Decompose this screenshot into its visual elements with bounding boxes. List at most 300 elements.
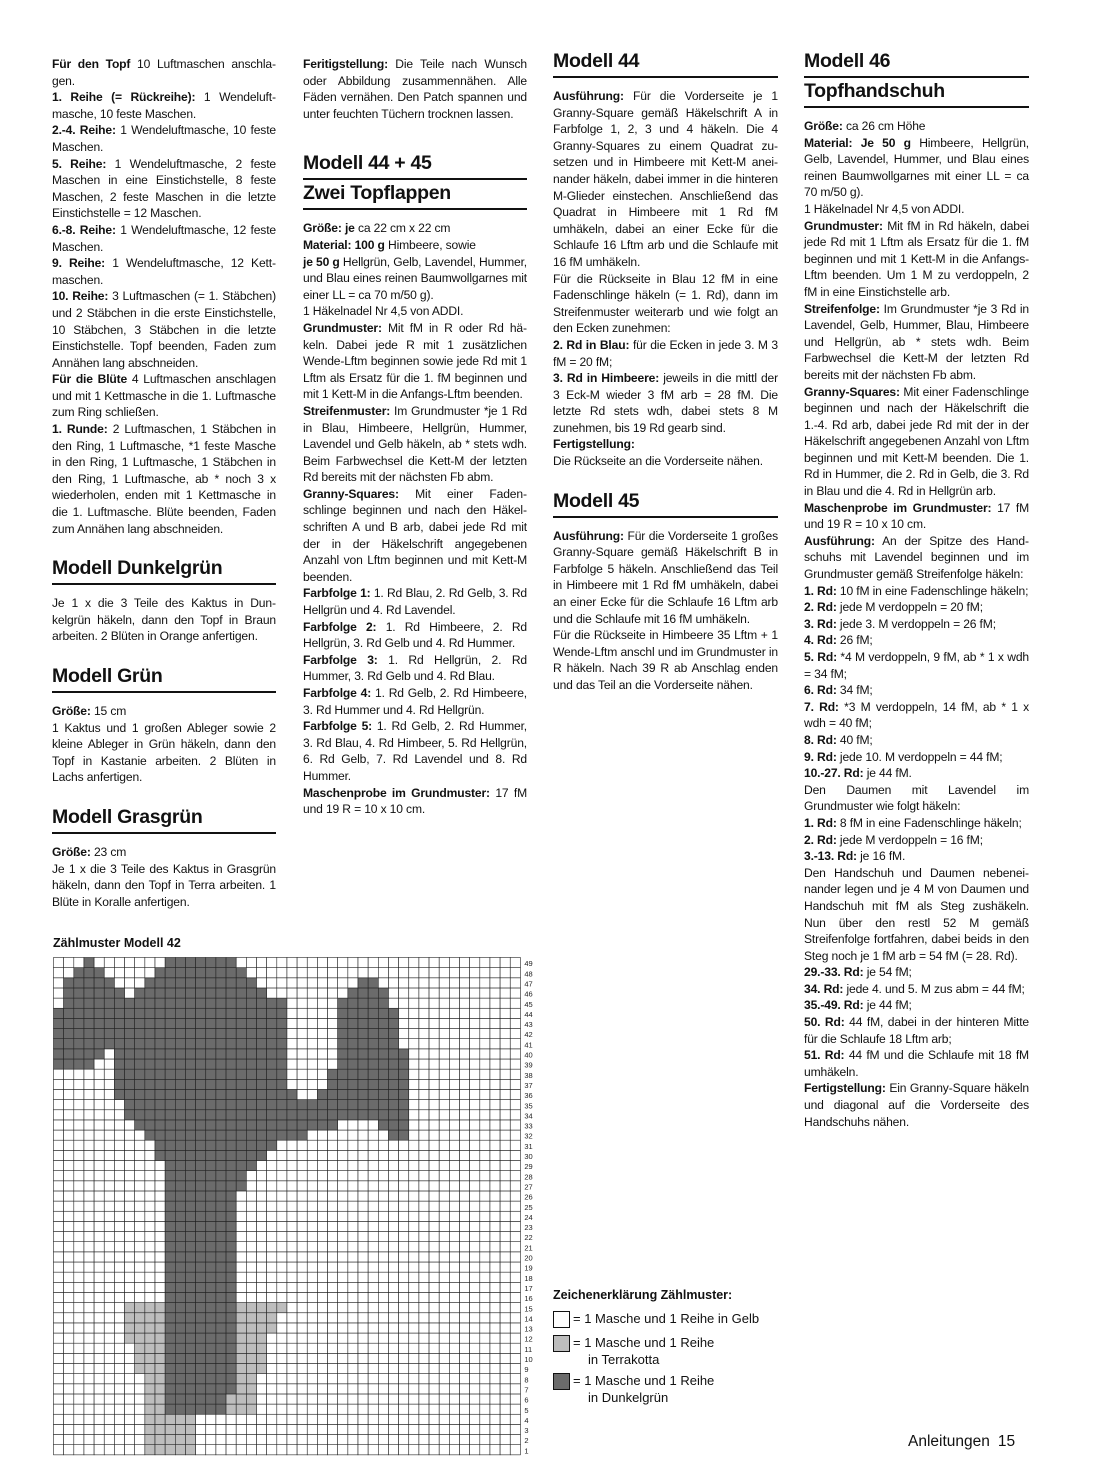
chart-cell-white [480,1232,490,1242]
chart-cell-dark [216,1079,226,1089]
chart-cell-dark [206,1201,216,1211]
chart-cell-white [399,1191,409,1201]
chart-cell-dark [114,988,124,998]
chart-cell-dark [338,1039,348,1049]
chart-cell-white [470,1069,480,1079]
chart-cell-white [54,1333,64,1343]
chart-cell-white [317,1303,327,1313]
chart-cell-white [257,1394,267,1404]
chart-cell-dark [175,1039,185,1049]
chart-cell-white [104,1191,114,1201]
chart-cell-white [216,1414,226,1424]
chart-cell-white [317,1232,327,1242]
chart-cell-white [125,1161,135,1171]
chart-cell-white [409,1100,419,1110]
chart-cell-dark [206,1059,216,1069]
chart-cell-white [378,1292,388,1302]
chart-cell-dark [145,1120,155,1130]
paragraph-text: Ein Granny-Square häkeln und diagonal auf die Vorderseite des Handschuhs nähen. [804,1081,1029,1129]
chart-cell-white [439,1323,449,1333]
chart-cell-white [114,958,124,968]
bold-label: 9. Reihe: [52,256,106,271]
chart-cell-white [460,1161,470,1171]
chart-cell-white [419,1394,429,1404]
row-number: 24 [524,1212,533,1222]
chart-cell-dark [165,1079,175,1089]
chart-cell-white [470,1404,480,1414]
row-number: 36 [524,1091,533,1101]
chart-cell-dark [114,1049,124,1059]
chart-cell-dark [399,1110,409,1120]
row-number: 37 [524,1080,533,1090]
chart-cell-white [267,978,277,988]
paragraph [804,832,1029,849]
chart-cell-white [419,1161,429,1171]
chart-cell-white [419,1221,429,1231]
chart-cell-white [338,1424,348,1434]
chart-cell-white [74,1292,84,1302]
chart-cell-terra [155,1333,165,1343]
chart-cell-white [500,988,510,998]
chart-cell-dark [175,1150,185,1160]
chart-cell-white [297,1435,307,1445]
paragraph [52,371,276,421]
paragraph [52,122,276,155]
chart-cell-dark [185,1262,195,1272]
chart-cell-dark [185,968,195,978]
chart-cell-white [94,1069,104,1079]
chart-cell-white [307,1435,317,1445]
chart-cell-white [429,1059,439,1069]
bold-label: Streifenfolge: [804,301,880,316]
chart-cell-terra [165,1435,175,1445]
chart-cell-white [287,1445,297,1455]
chart-cell-white [54,1374,64,1384]
paragraph [553,271,778,337]
chart-cell-white [54,1272,64,1282]
chart-cell-white [114,1120,124,1130]
chart-cell-white [236,1262,246,1272]
chart-cell-white [135,1435,145,1445]
chart-cell-white [449,1364,459,1374]
chart-cell-white [500,1232,510,1242]
paragraph-text: 1 Wendeluftmasche, 12 Kettmaschen. [52,256,276,287]
chart-cell-dark [196,1059,206,1069]
chart-cell-dark [64,998,74,1008]
chart-cell-dark [257,1029,267,1039]
chart-cell-white [419,1059,429,1069]
chart-cell-white [338,1211,348,1221]
chart-cell-white [236,1424,246,1434]
chart-cell-dark [175,1353,185,1363]
chart-cell-white [94,1435,104,1445]
chart-cell-white [297,1181,307,1191]
chart-cell-white [297,1364,307,1374]
chart-cell-white [460,1191,470,1201]
chart-cell-white [388,1374,398,1384]
chart-cell-terra [165,1445,175,1455]
chart-cell-white [510,1384,520,1394]
chart-cell-white [460,1424,470,1434]
chart-cell-dark [165,1201,175,1211]
chart-cell-white [84,1445,94,1455]
chart-cell-white [338,1282,348,1292]
chart-cell-white [114,1445,124,1455]
chart-cell-white [348,1353,358,1363]
chart-cell-dark [358,1008,368,1018]
chart-cell-white [480,1008,490,1018]
chart-cell-white [409,958,419,968]
chart-cell-dark [226,1353,236,1363]
chart-cell-white [54,1384,64,1394]
chart-cell-white [74,1140,84,1150]
chart-cell-white [470,1120,480,1130]
chart-cell-white [480,1262,490,1272]
chart-cell-white [114,1282,124,1292]
chart-cell-white [419,1242,429,1252]
chart-cell-white [236,1191,246,1201]
chart-cell-dark [175,998,185,1008]
chart-cell-white [287,1435,297,1445]
chart-cell-dark [175,1384,185,1394]
chart-cell-white [510,1374,520,1384]
chart-cell-white [399,1039,409,1049]
chart-cell-terra [226,1404,236,1414]
chart-cell-dark [185,1089,195,1099]
bold-label: Fertigstellung: [553,437,635,452]
chart-cell-white [246,1424,256,1434]
chart-cell-white [135,1262,145,1272]
chart-cell-white [246,1191,256,1201]
chart-cell-dark [165,958,175,968]
chart-cell-white [409,1029,419,1039]
chart-cell-dark [64,1008,74,1018]
chart-cell-white [328,1445,338,1455]
chart-cell-white [388,1181,398,1191]
chart-cell-dark [257,1049,267,1059]
chart-cell-white [419,1364,429,1374]
chart-cell-white [378,958,388,968]
chart-cell-white [145,1171,155,1181]
chart-cell-white [439,998,449,1008]
chart-cell-white [449,1191,459,1201]
chart-cell-dark [185,1161,195,1171]
chart-cell-dark [348,1110,358,1120]
chart-cell-white [135,1252,145,1262]
chart-cell-terra [155,1404,165,1414]
chart-cell-dark [185,1333,195,1343]
chart-cell-white [104,1171,114,1181]
chart-cell-white [399,1343,409,1353]
chart-cell-dark [135,1100,145,1110]
chart-cell-dark [165,1282,175,1292]
chart-cell-white [317,1039,327,1049]
chart-cell-white [155,1201,165,1211]
swatch-terra [553,1335,570,1352]
chart-cell-dark [165,1110,175,1120]
chart-cell-dark [216,1089,226,1099]
chart-cell-white [307,1039,317,1049]
paragraph-text: ca 26 cm Höhe [842,119,926,133]
chart-cell-white [125,1211,135,1221]
chart-cell-white [84,1272,94,1282]
chart-cell-terra [165,1424,175,1434]
chart-cell-white [378,1242,388,1252]
chart-cell-white [358,1445,368,1455]
chart-cell-white [125,1201,135,1211]
chart-cell-white [114,1303,124,1313]
chart-cell-white [84,1333,94,1343]
paragraph [804,732,1029,749]
chart-cell-white [155,1262,165,1272]
chart-cell-white [388,1252,398,1262]
chart-cell-dark [236,1100,246,1110]
chart-cell-white [338,1445,348,1455]
chart-cell-white [500,1435,510,1445]
chart-cell-white [287,1353,297,1363]
chart-cell-white [74,1211,84,1221]
chart-cell-white [500,1191,510,1201]
chart-cell-dark [104,1018,114,1028]
chart-cell-white [358,1353,368,1363]
chart-cell-white [429,1384,439,1394]
chart-cell-white [104,968,114,978]
chart-cell-white [500,1100,510,1110]
row-number: 39 [524,1060,533,1070]
chart-cell-dark [216,1039,226,1049]
chart-cell-dark [399,1130,409,1140]
chart-cell-dark [267,998,277,1008]
chart-cell-white [297,1292,307,1302]
chart-cell-white [145,1242,155,1252]
chart-cell-white [510,1221,520,1231]
chart-cell-dark [125,1018,135,1028]
chart-cell-white [388,1262,398,1272]
chart-cell-terra [145,1333,155,1343]
chart-cell-dark [226,1171,236,1181]
chart-cell-white [500,958,510,968]
chart-cell-white [460,1110,470,1120]
chart-cell-white [94,1232,104,1242]
chart-cell-white [74,1313,84,1323]
chart-cell-dark [165,1272,175,1282]
chart-cell-terra [236,1374,246,1384]
chart-cell-white [480,1089,490,1099]
chart-cell-white [277,1221,287,1231]
paragraph [52,255,276,288]
chart-cell-white [64,1171,74,1181]
chart-cell-dark [378,998,388,1008]
chart-cell-white [348,1140,358,1150]
chart-cell-white [480,1039,490,1049]
row-number: 33 [524,1121,533,1131]
chart-cell-white [145,1150,155,1160]
chart-cell-white [257,1424,267,1434]
chart-cell-white [419,1049,429,1059]
chart-cell-white [84,1150,94,1160]
bold-label: Ausführung: [553,528,624,543]
chart-cell-white [104,1292,114,1302]
chart-cell-white [449,1059,459,1069]
chart-cell-white [470,1039,480,1049]
paragraph [303,785,527,818]
heading-topfhandschuh: Topfhandschuh [804,78,1029,108]
chart-cell-white [287,1394,297,1404]
chart-cell-white [388,1221,398,1231]
chart-cell-dark [175,1242,185,1252]
chart-cell-dark [236,988,246,998]
chart-cell-white [328,1008,338,1018]
chart-cell-dark [277,1120,287,1130]
chart-cell-dark [399,1049,409,1059]
chart-cell-white [125,1252,135,1262]
chart-cell-white [338,988,348,998]
chart-cell-white [470,988,480,998]
chart-cell-white [510,1100,520,1110]
chart-cell-dark [74,1049,84,1059]
chart-cell-white [54,1191,64,1201]
chart-cell-white [378,1333,388,1343]
paragraph-text: 10 fM in eine Fadenschlinge häkeln; [836,583,1029,598]
chart-cell-white [348,1303,358,1313]
chart-cell-white [277,1191,287,1201]
chart-cell-white [317,1252,327,1262]
chart-cell-white [125,1343,135,1353]
chart-cell-white [287,958,297,968]
chart-cell-white [348,1424,358,1434]
chart-cell-white [307,1049,317,1059]
paragraph-text: je 44 fM; [863,998,912,1013]
chart-cell-dark [246,1110,256,1120]
chart-cell-white [480,1424,490,1434]
chart-cell-white [297,1232,307,1242]
chart-cell-dark [185,958,195,968]
chart-cell-white [510,1394,520,1404]
chart-cell-white [510,1008,520,1018]
chart-cell-dark [196,1069,206,1079]
chart-cell-white [236,1211,246,1221]
chart-cell-white [399,1232,409,1242]
chart-cell-white [267,1394,277,1404]
paragraph-text: 4 Luftmaschen anschlagen und mit 1 Kettmasche in die 1. Luftmasche zum Ring schließen. [52,372,276,420]
chart-cell-white [54,1394,64,1404]
chart-cell-terra [226,1394,236,1404]
chart-cell-white [84,1424,94,1434]
chart-cell-white [480,1374,490,1384]
chart-cell-terra [236,1313,246,1323]
chart-cell-white [419,1029,429,1039]
chart-cell-dark [216,1323,226,1333]
chart-cell-dark [155,1079,165,1089]
chart-cell-dark [185,1282,195,1292]
chart-cell-dark [185,1029,195,1039]
chart-cell-dark [216,1272,226,1282]
chart-cell-dark [236,1018,246,1028]
chart-cell-white [84,1221,94,1231]
chart-cell-white [206,1445,216,1455]
chart-cell-dark [226,988,236,998]
chart-cell-white [399,1333,409,1343]
chart-cell-dark [165,1039,175,1049]
legend [553,1287,813,1410]
chart-cell-white [64,1435,74,1445]
paragraph [804,1080,1029,1130]
chart-cell-white [510,1445,520,1455]
chart-cell-white [307,1282,317,1292]
chart-cell-dark [135,998,145,1008]
chart-cell-dark [206,1100,216,1110]
chart-cell-dark [216,1110,226,1120]
chart-cell-dark [145,978,155,988]
chart-cell-white [257,1262,267,1272]
chart-cell-white [94,1110,104,1120]
paragraph-text: jeweils in die mittl der 3 Eck-M wieder 3 fM arb = 28 fM. Die letzte Rd stets wdh, dabei stets 8 M zunehmen, bis 19 Rd gearb sind. [553,371,779,435]
chart-cell-white [267,1343,277,1353]
chart-cell-dark [165,1323,175,1333]
chart-cell-white [399,1424,409,1434]
chart-cell-dark [267,1110,277,1120]
paragraph [52,421,276,537]
chart-cell-dark [216,1232,226,1242]
chart-cell-white [500,1181,510,1191]
chart-cell-white [348,968,358,978]
chart-cell-white [84,1171,94,1181]
chart-cell-white [74,1404,84,1414]
chart-cell-white [510,1313,520,1323]
chart-cell-white [54,1150,64,1160]
chart-cell-dark [196,988,206,998]
paragraph [804,815,1029,832]
chart-cell-dark [246,978,256,988]
chart-cell-dark [155,1069,165,1079]
chart-cell-white [54,1292,64,1302]
chart-cell-white [84,1364,94,1374]
chart-cell-terra [155,1384,165,1394]
row-number: 44 [524,1009,533,1019]
chart-cell-white [388,1313,398,1323]
chart-cell-dark [125,998,135,1008]
chart-cell-white [104,1272,114,1282]
chart-cell-dark [185,1039,195,1049]
chart-cell-dark [226,1303,236,1313]
chart-cell-white [64,968,74,978]
chart-cell-white [490,1110,500,1120]
chart-cell-dark [388,1059,398,1069]
chart-cell-white [470,1262,480,1272]
chart-cell-white [490,1445,500,1455]
chart-cell-white [490,1394,500,1404]
chart-cell-white [510,1049,520,1059]
bold-label: Farbfolge 1: [303,586,371,601]
chart-cell-dark [165,1049,175,1059]
bold-label: 5. Reihe: [52,156,107,171]
chart-cell-white [135,1140,145,1150]
section-name: Anleitungen [908,1433,990,1450]
chart-cell-white [54,1353,64,1363]
chart-cell-dark [114,1079,124,1089]
chart-cell-white [439,1049,449,1059]
chart-cell-white [429,1292,439,1302]
bold-label: Farbfolge 2: [303,619,377,634]
bold-label: 9. Rd: [804,749,837,764]
paragraph-text: Himbeere, Hellgrün, Gelb, Lavendel, Hummer, und Blau eines reinen Baumwollgarnes mit einer LL = ca 70 m/50 g). [804,135,1029,200]
chart-cell-dark [216,1171,226,1181]
chart-cell-white [74,1161,84,1171]
chart-cell-white [54,1120,64,1130]
chart-cell-white [257,1374,267,1384]
chart-cell-dark [216,1252,226,1262]
chart-cell-white [460,1181,470,1191]
